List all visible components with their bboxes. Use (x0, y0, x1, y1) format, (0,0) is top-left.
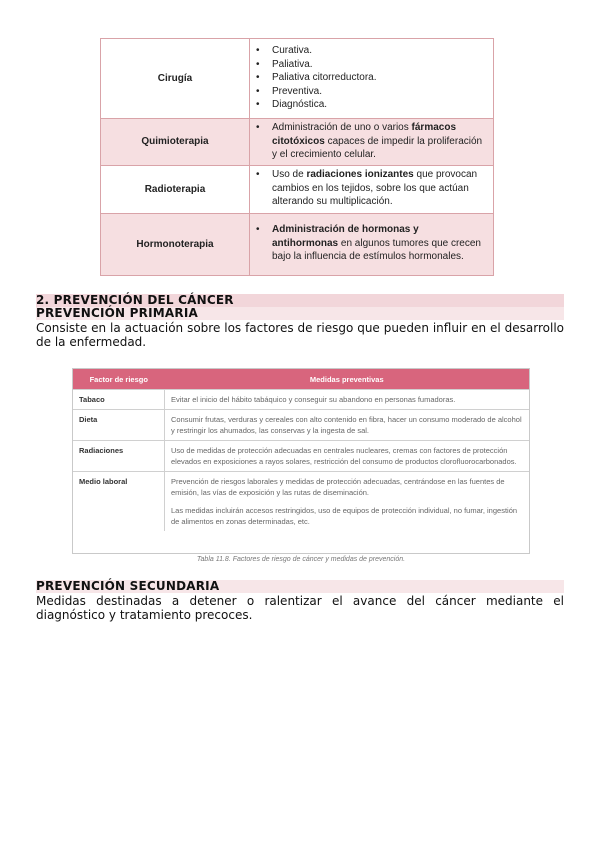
treatment-name: Hormonoterapia (101, 213, 250, 275)
table-caption: Tabla 11.8. Factores de riesgo de cáncer y medidas de prevención. (196, 556, 406, 563)
table-header-row (73, 369, 529, 390)
table-row (73, 390, 529, 410)
primary-prevention-text: Consiste en la actuación sobre los factores de riesgo que pueden influir en el desarrollo de la enfermedad. (36, 321, 564, 349)
preventive-measure: Consumir frutas, verduras y cereales con alto contenido en fibra, hacer un consumo moderado de alcohol y restringir los ahumados, las conservas y la ingesta de sal. (171, 415, 522, 435)
treatment-name: Quimioterapia (101, 119, 250, 166)
treatment-row-radioterapia (101, 165, 494, 213)
treatment-row-hormonoterapia (101, 213, 494, 275)
risk-factors-table (72, 368, 530, 554)
table-row (73, 472, 529, 532)
secondary-prevention-heading: PREVENCIÓN SECUNDARIA (36, 580, 564, 593)
treatment-row-quimioterapia (101, 119, 494, 166)
treatment-list (254, 44, 485, 112)
section-heading: 2. PREVENCIÓN DEL CÁNCER (36, 294, 564, 307)
list-item: • Paliativa citorreductora. (272, 71, 485, 85)
list-item: • Curativa. (272, 44, 485, 58)
list-item: • Paliativa. (272, 58, 485, 72)
table-row (73, 441, 529, 472)
list-item: • Administración de hormonas y antihormonas en algunos tumores que crecen bajo la influencia de estímulos hormonales. (272, 223, 485, 264)
table-row (73, 410, 529, 441)
preventive-measure: Prevención de riesgos laborales y medidas de protección adecuadas, centrándose en las fuentes de emisión, las vías de exposición y las rutas de diseminación. (171, 477, 505, 497)
column-header: Medidas preventivas (165, 369, 530, 390)
risk-factor: Radiaciones (73, 441, 165, 472)
preventive-measure: Evitar el inicio del hábito tabáquico y conseguir su abandono en personas fumadoras. (171, 395, 456, 404)
preventive-measure: Uso de medidas de protección adecuadas en centrales nucleares, cremas con factores de protección elevados en exposiciones a rayos solares, restricción del consumo de productos clorofluorocarbonados. (171, 446, 517, 466)
list-item: • Administración de uno o varios fármacos citotóxicos capaces de impedir la proliferación y el crecimiento celular. (272, 121, 485, 162)
secondary-prevention-text: Medidas destinadas a detener o ralentizar el avance del cáncer mediante el diagnóstico y tratamiento precoces. (36, 594, 564, 622)
risk-factor: Dieta (73, 410, 165, 441)
list-item: • Diagnóstica. (272, 98, 485, 112)
risk-factor: Medio laboral (73, 472, 165, 532)
treatments-table (100, 38, 494, 276)
primary-prevention-heading: PREVENCIÓN PRIMARIA (36, 307, 564, 320)
list-item: • Uso de radiaciones ionizantes que provocan cambios en los tejidos, sobre los que actúan alterando su multiplicación. (272, 168, 485, 209)
column-header: Factor de riesgo (73, 369, 165, 390)
list-item: • Preventiva. (272, 85, 485, 99)
risk-factor: Tabaco (73, 390, 165, 410)
preventive-measure: Las medidas incluirán accesos restringidos, uso de equipos de protección individual, no fumar, ingestión de alimentos en zonas determinadas, etc. (171, 506, 518, 526)
treatment-name: Radioterapia (101, 165, 250, 213)
treatment-name: Cirugía (101, 39, 250, 119)
treatment-row-cirugia (101, 39, 494, 119)
